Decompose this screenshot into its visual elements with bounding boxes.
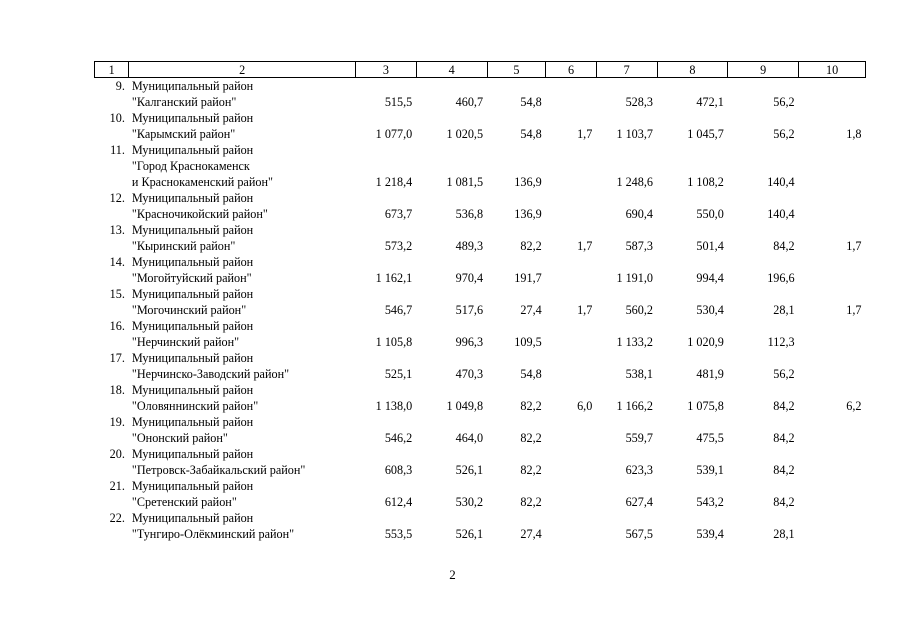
column-4-header: 4 bbox=[416, 62, 487, 78]
value-col-8: 1 045,7 bbox=[687, 127, 724, 141]
value-col-5: 82,2 bbox=[520, 463, 542, 477]
value-col-6 bbox=[546, 510, 597, 542]
district-name-line: "Город Краснокаменск bbox=[131, 159, 250, 173]
value-col-8: 530,4 bbox=[696, 303, 724, 317]
district-name-line: "Петровск-Забайкальский район" bbox=[131, 463, 306, 477]
table-row bbox=[95, 350, 866, 382]
value-col-10: 1,8 bbox=[846, 127, 862, 141]
district-name-line: Муниципальный район bbox=[131, 223, 254, 237]
row-index: 10. bbox=[109, 111, 125, 125]
district-name bbox=[129, 142, 356, 190]
value-col-3: 546,7 bbox=[384, 303, 413, 317]
district-name-line: Муниципальный район bbox=[131, 511, 254, 525]
district-name bbox=[129, 286, 356, 318]
district-name bbox=[129, 350, 356, 382]
value-col-10 bbox=[799, 190, 866, 222]
value-col-8: 472,1 bbox=[696, 95, 724, 109]
value-col-6 bbox=[546, 414, 597, 446]
value-col-3: 573,2 bbox=[384, 239, 413, 253]
district-name bbox=[129, 478, 356, 510]
value-col-3: 515,5 bbox=[384, 95, 413, 109]
value-col-5: 82,2 bbox=[520, 495, 542, 509]
district-name bbox=[129, 446, 356, 478]
value-col-6 bbox=[546, 78, 597, 111]
row-index: 9. bbox=[115, 79, 125, 93]
district-name bbox=[129, 78, 356, 111]
value-col-10 bbox=[799, 318, 866, 350]
row-index: 21. bbox=[109, 479, 125, 493]
district-name-line: "Карымский район" bbox=[131, 127, 236, 141]
value-col-10 bbox=[799, 446, 866, 478]
value-col-5: 82,2 bbox=[520, 239, 542, 253]
value-col-3: 1 162,1 bbox=[375, 271, 413, 285]
value-col-6 bbox=[546, 446, 597, 478]
value-col-3: 1 105,8 bbox=[375, 335, 413, 349]
table-row bbox=[95, 190, 866, 222]
district-name bbox=[129, 414, 356, 446]
column-name-header: 2 bbox=[129, 62, 356, 78]
value-col-8: 501,4 bbox=[696, 239, 724, 253]
value-col-4: 526,1 bbox=[455, 463, 484, 477]
value-col-4: 536,8 bbox=[455, 207, 484, 221]
district-name-line: Муниципальный район bbox=[131, 319, 254, 333]
value-col-5: 136,9 bbox=[514, 175, 542, 189]
value-col-7: 567,5 bbox=[625, 527, 653, 541]
value-col-4: 970,4 bbox=[455, 271, 484, 285]
value-col-3: 608,3 bbox=[384, 463, 413, 477]
district-name-line: Муниципальный район bbox=[131, 383, 254, 397]
value-col-4: 470,3 bbox=[455, 367, 484, 381]
value-col-6: 1,7 bbox=[577, 127, 593, 141]
value-col-7: 1 166,2 bbox=[616, 399, 653, 413]
value-col-8: 994,4 bbox=[696, 271, 724, 285]
value-col-10 bbox=[799, 350, 866, 382]
value-col-3: 525,1 bbox=[384, 367, 413, 381]
value-col-4: 530,2 bbox=[455, 495, 484, 509]
value-col-6 bbox=[546, 142, 597, 190]
value-col-7: 690,4 bbox=[625, 207, 653, 221]
district-name-line: "Калганский район" bbox=[131, 95, 237, 109]
value-col-4: 1 020,5 bbox=[446, 127, 484, 141]
value-col-3: 1 218,4 bbox=[375, 175, 413, 189]
value-col-3: 673,7 bbox=[384, 207, 413, 221]
header-row bbox=[95, 62, 866, 78]
budget-table bbox=[94, 61, 866, 542]
value-col-4: 460,7 bbox=[455, 95, 484, 109]
value-col-7: 1 191,0 bbox=[616, 271, 653, 285]
row-index: 22. bbox=[109, 511, 125, 525]
column-5-header: 5 bbox=[487, 62, 546, 78]
value-col-7: 528,3 bbox=[625, 95, 653, 109]
value-col-5: 109,5 bbox=[514, 335, 542, 349]
row-index: 18. bbox=[109, 383, 125, 397]
value-col-10 bbox=[799, 78, 866, 111]
value-col-7: 623,3 bbox=[625, 463, 653, 477]
district-name-line: "Нерчинско-Заводский район" bbox=[131, 367, 290, 381]
value-col-10 bbox=[799, 254, 866, 286]
value-col-7: 1 103,7 bbox=[616, 127, 653, 141]
value-col-5: 191,7 bbox=[514, 271, 542, 285]
district-name-line: Муниципальный район bbox=[131, 143, 254, 157]
value-col-10: 6,2 bbox=[846, 399, 862, 413]
district-name-line: Муниципальный район bbox=[131, 111, 254, 125]
table-row bbox=[95, 414, 866, 446]
table-row bbox=[95, 254, 866, 286]
value-col-6: 1,7 bbox=[577, 303, 593, 317]
value-col-9: 56,2 bbox=[773, 127, 795, 141]
value-col-3: 1 077,0 bbox=[375, 127, 413, 141]
district-name bbox=[129, 222, 356, 254]
table-row bbox=[95, 222, 866, 254]
value-col-3: 546,2 bbox=[384, 431, 413, 445]
district-name bbox=[129, 254, 356, 286]
value-col-9: 84,2 bbox=[773, 495, 795, 509]
value-col-9: 140,4 bbox=[767, 207, 795, 221]
district-name bbox=[129, 382, 356, 414]
table-header bbox=[95, 62, 866, 78]
table-row bbox=[95, 110, 866, 142]
value-col-10: 1,7 bbox=[846, 239, 862, 253]
value-col-4: 489,3 bbox=[455, 239, 484, 253]
value-col-5: 54,8 bbox=[520, 127, 542, 141]
district-name-line: Муниципальный район bbox=[131, 287, 254, 301]
row-index: 11. bbox=[110, 143, 125, 157]
district-name-line: "Тунгиро-Олёкминский район" bbox=[131, 527, 295, 541]
value-col-6: 6,0 bbox=[577, 399, 593, 413]
value-col-7: 560,2 bbox=[625, 303, 653, 317]
district-name-line: "Оловяннинский район" bbox=[131, 399, 259, 413]
district-name-line: "Могочинский район" bbox=[131, 303, 247, 317]
table-body bbox=[95, 78, 866, 543]
value-col-5: 27,4 bbox=[520, 527, 542, 541]
value-col-8: 543,2 bbox=[696, 495, 724, 509]
district-name-line: "Могойтуйский район" bbox=[131, 271, 252, 285]
value-col-10 bbox=[799, 414, 866, 446]
table-row bbox=[95, 142, 866, 190]
row-index: 20. bbox=[109, 447, 125, 461]
district-name-line: Муниципальный район bbox=[131, 351, 254, 365]
table-row bbox=[95, 510, 866, 542]
row-index: 19. bbox=[109, 415, 125, 429]
value-col-9: 56,2 bbox=[773, 367, 795, 381]
value-col-10 bbox=[799, 478, 866, 510]
value-col-7: 538,1 bbox=[625, 367, 653, 381]
value-col-6: 1,7 bbox=[577, 239, 593, 253]
table-row bbox=[95, 286, 866, 318]
district-name-line: "Красночикойский район" bbox=[131, 207, 268, 221]
value-col-8: 539,4 bbox=[696, 527, 724, 541]
row-index: 16. bbox=[109, 319, 125, 333]
value-col-8: 481,9 bbox=[696, 367, 724, 381]
value-col-4: 1 049,8 bbox=[446, 399, 484, 413]
value-col-4: 526,1 bbox=[455, 527, 484, 541]
district-name bbox=[129, 190, 356, 222]
row-index: 13. bbox=[109, 223, 125, 237]
value-col-9: 56,2 bbox=[773, 95, 795, 109]
value-col-3: 1 138,0 bbox=[375, 399, 413, 413]
value-col-8: 1 020,9 bbox=[687, 335, 724, 349]
value-col-3: 553,5 bbox=[384, 527, 413, 541]
value-col-9: 140,4 bbox=[767, 175, 795, 189]
value-col-10: 1,7 bbox=[846, 303, 862, 317]
value-col-7: 1 133,2 bbox=[616, 335, 653, 349]
value-col-7: 1 248,6 bbox=[616, 175, 653, 189]
row-index: 17. bbox=[109, 351, 125, 365]
value-col-5: 136,9 bbox=[514, 207, 542, 221]
column-7-header: 7 bbox=[596, 62, 657, 78]
value-col-7: 627,4 bbox=[625, 495, 653, 509]
column-6-header: 6 bbox=[546, 62, 597, 78]
value-col-10 bbox=[799, 142, 866, 190]
value-col-9: 84,2 bbox=[773, 399, 795, 413]
value-col-3: 612,4 bbox=[384, 495, 413, 509]
value-col-5: 82,2 bbox=[520, 431, 542, 445]
row-index: 15. bbox=[109, 287, 125, 301]
district-name-line: и Краснокаменский район" bbox=[131, 175, 273, 189]
value-col-4: 996,3 bbox=[455, 335, 484, 349]
value-col-9: 28,1 bbox=[773, 303, 795, 317]
value-col-6 bbox=[546, 478, 597, 510]
value-col-8: 1 075,8 bbox=[687, 399, 724, 413]
district-name-line: Муниципальный район bbox=[131, 479, 254, 493]
column-10-header: 10 bbox=[799, 62, 866, 78]
district-name-line: Муниципальный район bbox=[131, 415, 254, 429]
district-name-line: "Нерчинский район" bbox=[131, 335, 240, 349]
table-row bbox=[95, 318, 866, 350]
value-col-5: 54,8 bbox=[520, 95, 542, 109]
district-name bbox=[129, 510, 356, 542]
district-name-line: "Ононский район" bbox=[131, 431, 228, 445]
value-col-4: 464,0 bbox=[455, 431, 484, 445]
district-name-line: Муниципальный район bbox=[131, 255, 254, 269]
value-col-7: 559,7 bbox=[625, 431, 653, 445]
value-col-6 bbox=[546, 190, 597, 222]
table-row bbox=[95, 446, 866, 478]
value-col-9: 84,2 bbox=[773, 463, 795, 477]
row-index: 12. bbox=[109, 191, 125, 205]
table-row bbox=[95, 478, 866, 510]
value-col-8: 1 108,2 bbox=[687, 175, 724, 189]
table-row bbox=[95, 382, 866, 414]
district-name bbox=[129, 318, 356, 350]
value-col-4: 517,6 bbox=[455, 303, 484, 317]
value-col-5: 82,2 bbox=[520, 399, 542, 413]
value-col-5: 27,4 bbox=[520, 303, 542, 317]
district-name-line: "Кыринский район" bbox=[131, 239, 236, 253]
district-name-line: Муниципальный район bbox=[131, 191, 254, 205]
table-row bbox=[95, 78, 866, 111]
value-col-9: 112,3 bbox=[767, 335, 795, 349]
district-name-line: Муниципальный район bbox=[131, 447, 254, 461]
value-col-8: 475,5 bbox=[696, 431, 724, 445]
value-col-4: 1 081,5 bbox=[446, 175, 484, 189]
value-col-8: 539,1 bbox=[696, 463, 724, 477]
value-col-9: 196,6 bbox=[767, 271, 795, 285]
district-name bbox=[129, 110, 356, 142]
value-col-9: 84,2 bbox=[773, 431, 795, 445]
value-col-6 bbox=[546, 350, 597, 382]
value-col-7: 587,3 bbox=[625, 239, 653, 253]
column-number-header: 1 bbox=[95, 62, 129, 78]
value-col-9: 84,2 bbox=[773, 239, 795, 253]
page-number: 2 bbox=[449, 567, 456, 582]
column-3-header: 3 bbox=[356, 62, 417, 78]
value-col-8: 550,0 bbox=[696, 207, 724, 221]
column-8-header: 8 bbox=[657, 62, 728, 78]
value-col-5: 54,8 bbox=[520, 367, 542, 381]
row-index: 14. bbox=[109, 255, 125, 269]
column-9-header: 9 bbox=[728, 62, 799, 78]
value-col-10 bbox=[799, 510, 866, 542]
district-name-line: Муниципальный район bbox=[131, 79, 254, 93]
value-col-6 bbox=[546, 254, 597, 286]
value-col-6 bbox=[546, 318, 597, 350]
value-col-9: 28,1 bbox=[773, 527, 795, 541]
district-name-line: "Сретенский район" bbox=[131, 495, 237, 509]
